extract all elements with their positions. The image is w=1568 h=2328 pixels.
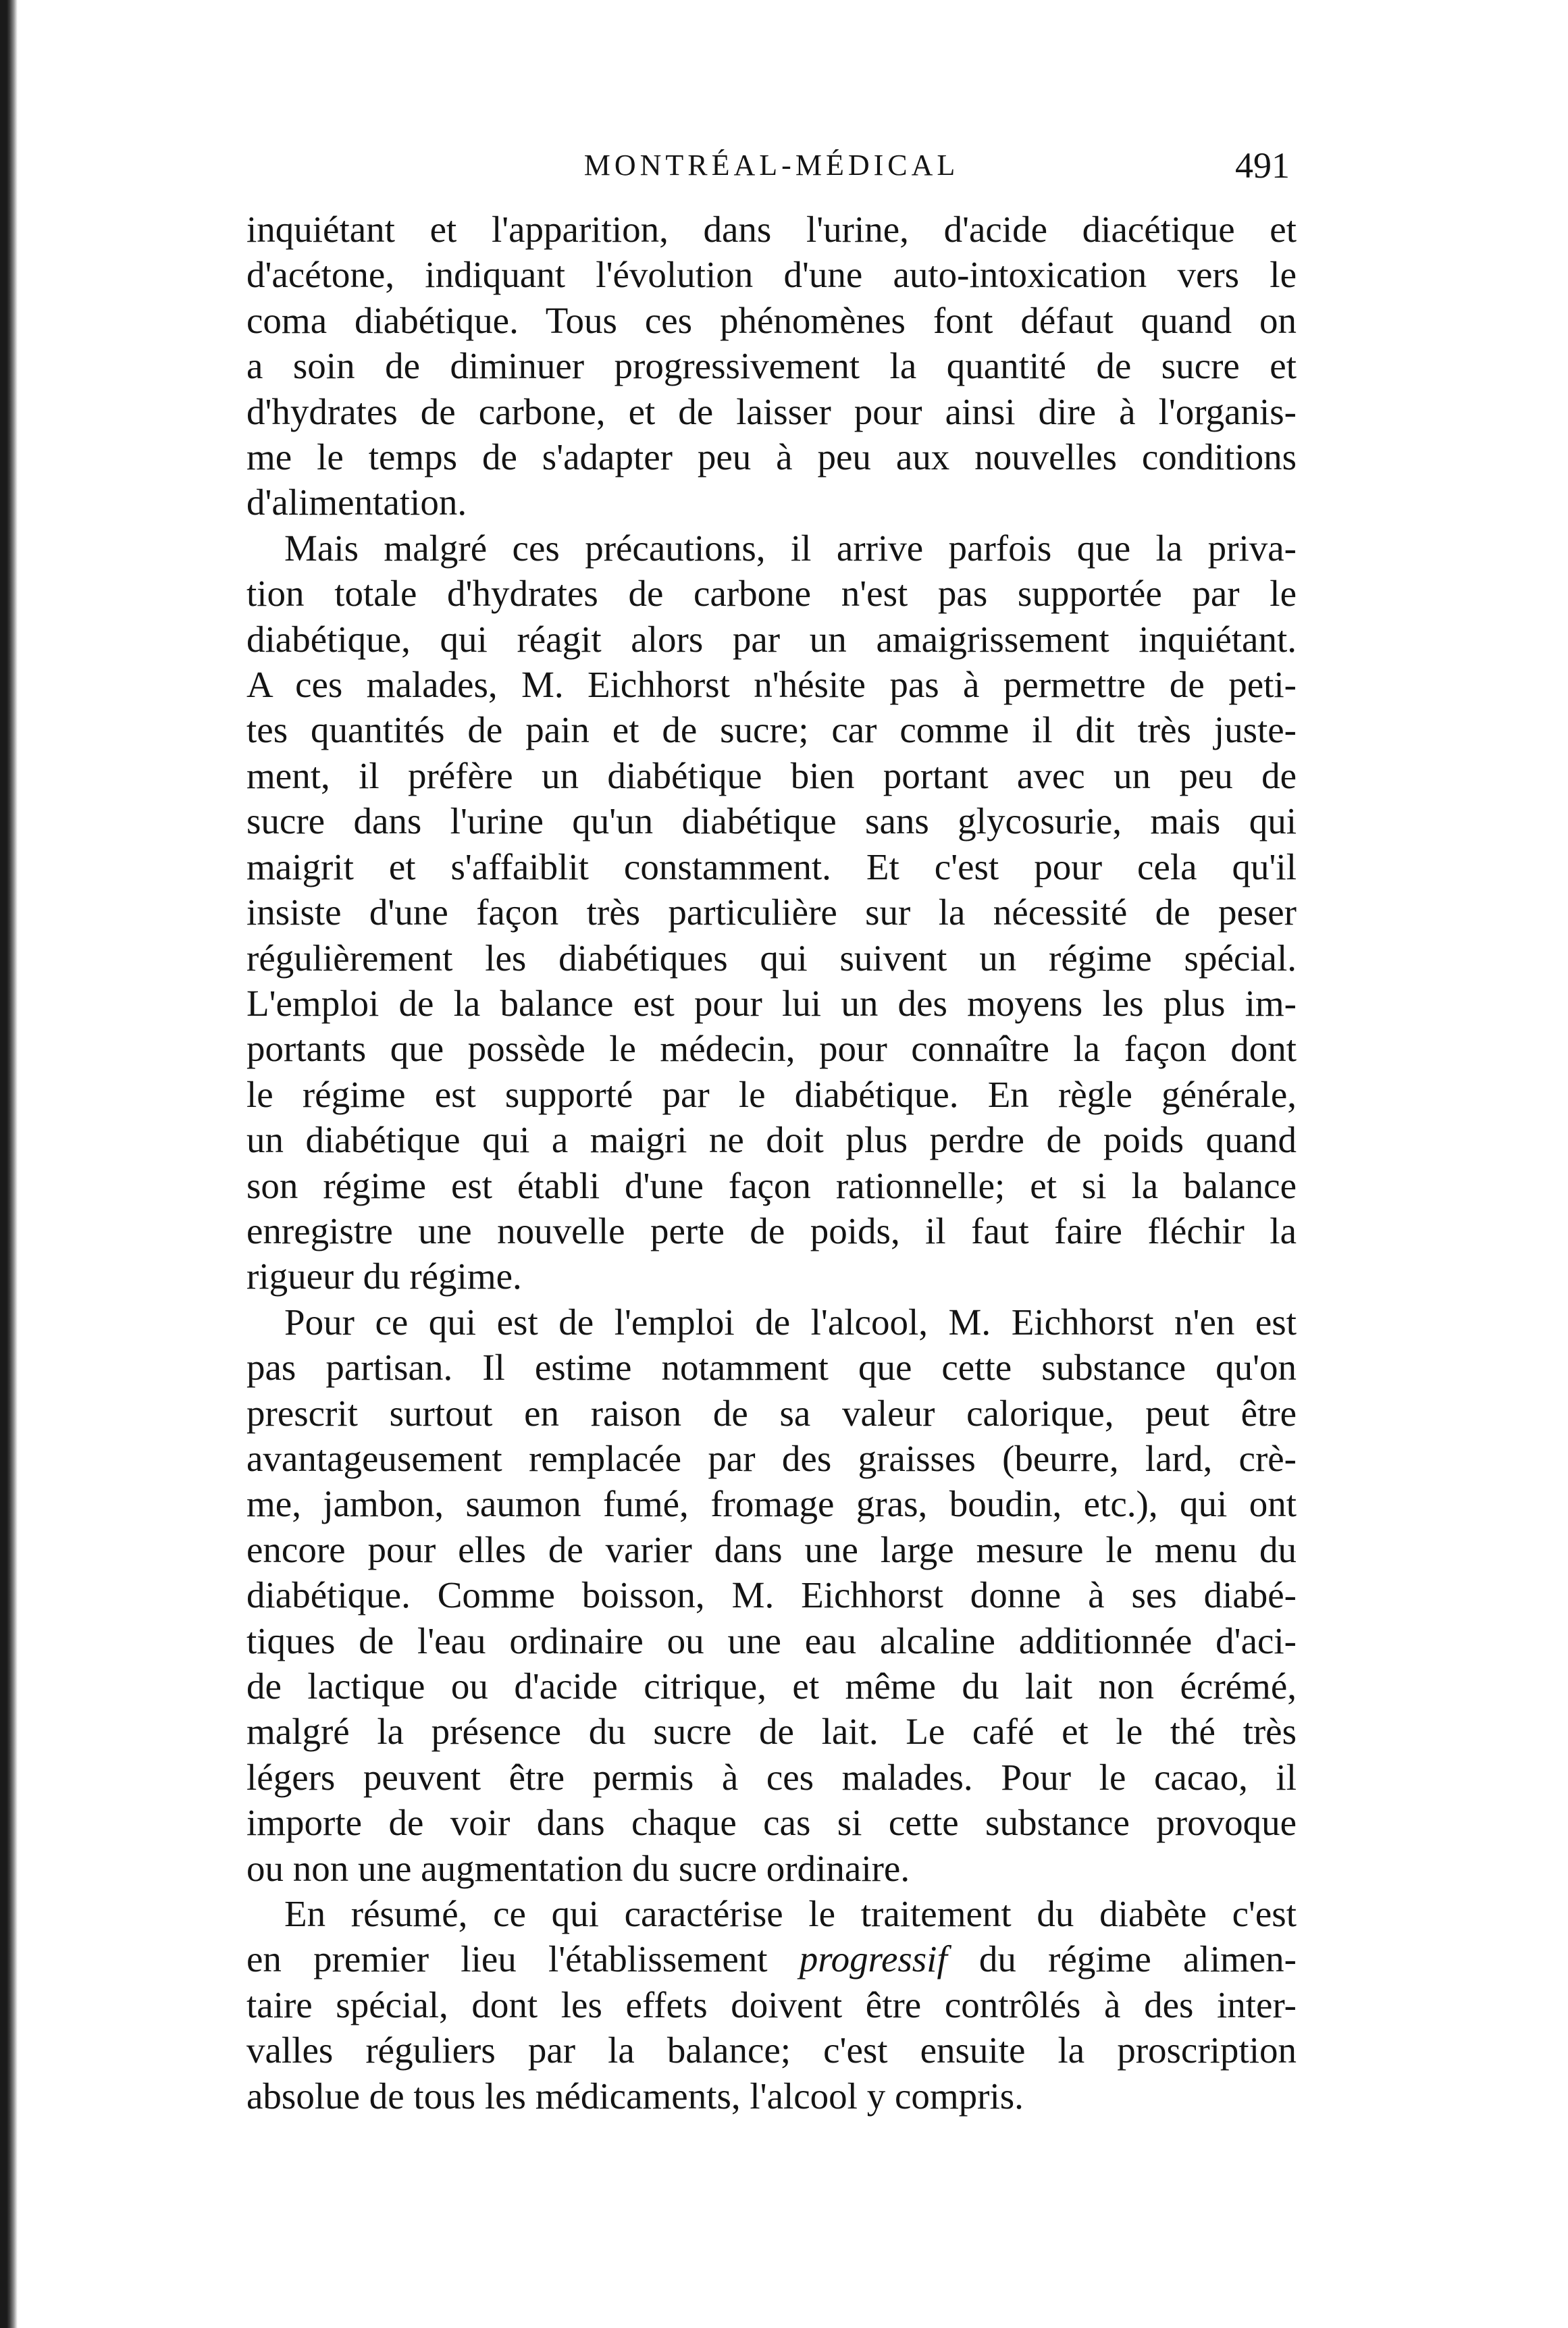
text-line: diabétique. Comme boisson, M. Eichhorst donne à ses diabé-: [246, 1574, 1297, 1616]
text-line: insiste d'une façon très particulière sur la nécessité de peser: [246, 891, 1297, 933]
page-number: 491: [1235, 145, 1290, 186]
paragraph-1: [246, 207, 1297, 525]
paragraph-3: [246, 1299, 1297, 1891]
text-line: le régime est supporté par le diabétique. En règle générale,: [246, 1073, 1297, 1115]
text-line: portants que possède le médecin, pour connaître la façon dont: [246, 1028, 1297, 1070]
running-head-title: MONTRÉAL-MÉDICAL: [583, 149, 960, 182]
text-line: rigueur du régime.: [246, 1256, 522, 1297]
text-line: tiques de l'eau ordinaire ou une eau alcaline additionnée d'aci-: [246, 1620, 1297, 1661]
text-line: taire spécial, dont les effets doivent être contrôlés à des inter-: [246, 1984, 1297, 2025]
binding-edge: [0, 0, 18, 2328]
text-line: légers peuvent être permis à ces malades. Pour le cacao, il: [246, 1756, 1297, 1798]
text-line: de lactique ou d'acide citrique, et même du lait non écrémé,: [246, 1665, 1297, 1707]
text-line: ou non une augmentation du sucre ordinaire.: [246, 1847, 910, 1889]
text-line: valles réguliers par la balance; c'est ensuite la proscription: [246, 2029, 1297, 2071]
text-line: un diabétique qui a maigri ne doit plus perdre de poids quand: [246, 1119, 1297, 1161]
running-head: [253, 138, 1290, 192]
text-line: A ces malades, M. Eichhorst n'hésite pas à permettre de peti-: [246, 664, 1297, 706]
body-text: [246, 207, 1297, 2119]
text-line-with-emphasis: [246, 1936, 1297, 1982]
text-line: importe de voir dans chaque cas si cette substance provoque: [246, 1802, 1297, 1844]
text-line: En résumé, ce qui caractérise le traitement du diabète c'est: [284, 1893, 1297, 1935]
text-line: d'acétone, indiquant l'évolution d'une auto-intoxication vers le: [246, 254, 1297, 296]
text-line: Pour ce qui est de l'emploi de l'alcool, M. Eichhorst n'en est: [284, 1301, 1297, 1343]
text-line: Mais malgré ces précautions, il arrive parfois que la priva-: [284, 527, 1297, 569]
text-line: avantageusement remplacée par des graisses (beurre, lard, crè-: [246, 1437, 1297, 1479]
text-line: me, jambon, saumon fumé, fromage gras, boudin, etc.), qui ont: [246, 1483, 1297, 1525]
emphasis-word: progressif: [799, 1938, 947, 1980]
text-line: maigrit et s'affaiblit constamment. Et c'est pour cela qu'il: [246, 846, 1297, 887]
text-line: a soin de diminuer progressivement la quantité de sucre et: [246, 345, 1297, 387]
text-line: d'alimentation.: [246, 482, 467, 523]
text-line: coma diabétique. Tous ces phénomènes font défaut quand on: [246, 299, 1297, 341]
text-line: tion totale d'hydrates de carbone n'est pas supportée par le: [246, 573, 1297, 615]
paragraph-4: [246, 1891, 1297, 2119]
text-line: prescrit surtout en raison de sa valeur calorique, peut être: [246, 1392, 1297, 1434]
text-line: encore pour elles de varier dans une large mesure le menu du: [246, 1528, 1297, 1570]
text-line: enregistre une nouvelle perte de poids, il faut faire fléchir la: [246, 1210, 1297, 1251]
text-line: absolue de tous les médicaments, l'alcool y compris.: [246, 2075, 1024, 2117]
text-line: sucre dans l'urine qu'un diabétique sans glycosurie, mais qui: [246, 800, 1297, 842]
text-line: diabétique, qui réagit alors par un amaigrissement inquiétant.: [246, 618, 1297, 660]
text-line: inquiétant et l'apparition, dans l'urine, d'acide diacétique et: [246, 209, 1297, 250]
paragraph-2: [246, 525, 1297, 1299]
text-line: L'emploi de la balance est pour lui un des moyens les plus im-: [246, 982, 1297, 1024]
text-line: son régime est établi d'une façon rationnelle; et si la balance: [246, 1164, 1297, 1206]
text-line: me le temps de s'adapter peu à peu aux nouvelles conditions: [246, 436, 1297, 478]
text-line: malgré la présence du sucre de lait. Le café et le thé très: [246, 1711, 1297, 1753]
text-line: ment, il préfère un diabétique bien portant avec un peu de: [246, 754, 1297, 796]
text-segment: du régime alimen-: [947, 1938, 1297, 1980]
text-line: tes quantités de pain et de sucre; car comme il dit très juste-: [246, 709, 1297, 751]
text-line: pas partisan. Il estime notamment que cette substance qu'on: [246, 1347, 1297, 1389]
text-line: régulièrement les diabétiques qui suivent un régime spécial.: [246, 937, 1297, 979]
text-segment: en premier lieu l'établissement: [246, 1938, 800, 1980]
text-line: d'hydrates de carbone, et de laisser pour ainsi dire à l'organis-: [246, 390, 1297, 432]
